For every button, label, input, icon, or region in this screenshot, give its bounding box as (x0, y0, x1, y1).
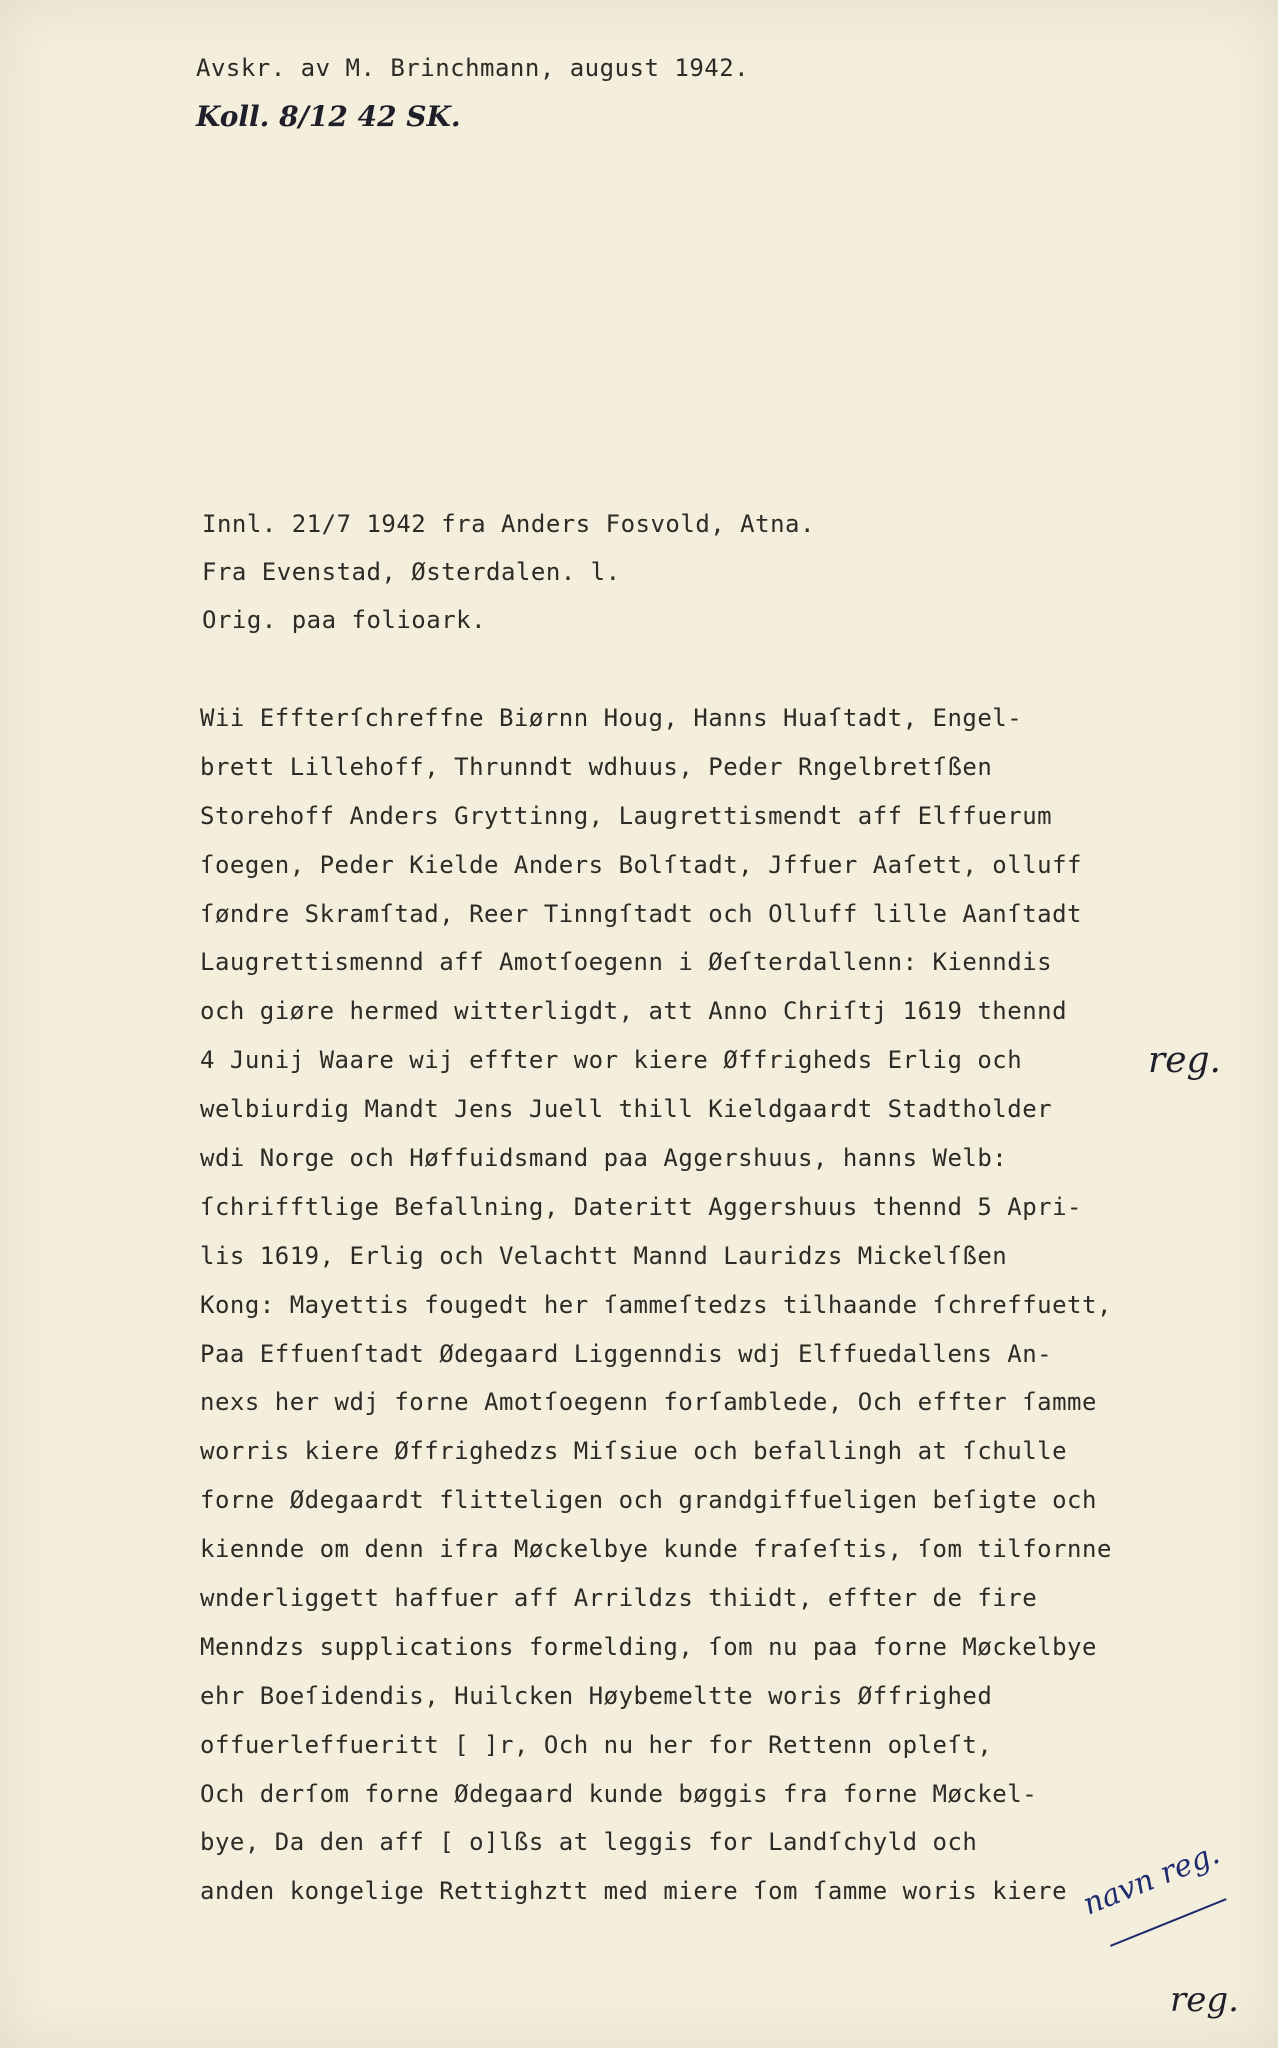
text-line: kiennde om denn ifra Møckelbye kunde fraſeſtis, ſom tilfornne (200, 1535, 1112, 1564)
text-line: nexs her wdj forne Amotſoegenn forſamblede, Och effter ſamme (200, 1388, 1097, 1417)
transcription-note: Avskr. av M. Brinchmann, august 1942. (196, 54, 750, 82)
source-metadata (202, 500, 815, 644)
text-line: ehr Boeſidendis, Huilcken Høybemeltte woris Øffrighed (200, 1681, 993, 1710)
text-line: welbiurdig Mandt Jens Juell thill Kieldgaardt Stadtholder (200, 1095, 1053, 1124)
catalog-handwritten-note: Koll. 8/12 42 SK. (196, 100, 461, 133)
text-line: worris kiere Øffrighedzs Miſsiue och befallingh at ſchulle (200, 1437, 1068, 1466)
meta-line-received: Innl. 21/7 1942 fra Anders Fosvold, Atna. (202, 510, 815, 538)
transcribed-text (200, 694, 1120, 1916)
text-line: 4 Junij Waare wij effter wor kiere Øffrigheds Erlig och (200, 1046, 1023, 1075)
text-line: Laugrettismennd aff Amotſoegenn i Øeſterdallenn: Kienndis (200, 948, 1053, 977)
margin-note-reg: reg. (1148, 1040, 1222, 1081)
text-line: och giøre hermed witterligdt, att Anno Chriſtj 1619 thennd (200, 997, 1068, 1026)
text-line: Och derſom forne Ødegaard kunde bøggis fra forne Møckel- (200, 1779, 1038, 1808)
text-line: brett Lillehoff, Thrunndt wdhuus, Peder Rngelbretſßen (200, 752, 993, 781)
text-line: ſøndre Skramſtad, Reer Tinngſtadt och Olluff lille Aanſtadt (200, 899, 1083, 928)
meta-line-origin: Fra Evenstad, Østerdalen. l. (202, 558, 621, 586)
margin-note-navn-reg: navn reg. (1078, 1836, 1225, 1923)
text-line: wnderliggett haffuer aff Arrildzs thiidt, effter de fire (200, 1584, 1038, 1613)
text-line: anden kongelige Rettighztt med miere ſom ſamme woris kiere (200, 1877, 1068, 1906)
text-line: ſoegen, Peder Kielde Anders Bolſtadt, Jffuer Aaſett, olluff (200, 850, 1083, 879)
text-line: Paa Effuenſtadt Ødegaard Liggenndis wdj Elffuedallens An- (200, 1339, 1053, 1368)
text-line: ſchrifftlige Befallning, Dateritt Aggershuus thennd 5 Apri- (200, 1192, 1083, 1221)
text-line: lis 1619, Erlig och Velachtt Mannd Lauridzs Mickelſßen (200, 1241, 1008, 1270)
text-line: wdi Norge och Høffuidsmand paa Aggershuus, hanns Welb: (200, 1144, 1008, 1173)
text-line: offuerleffueritt [ ]r, Och nu her for Rettenn opleſt, (200, 1730, 993, 1759)
text-line: Kong: Mayettis fougedt her ſammeſtedzs tilhaande ſchreffuett, (200, 1290, 1112, 1319)
margin-note-reg-bottom: reg. (1170, 1980, 1239, 2020)
text-line: forne Ødegaardt flitteligen och grandgiffueligen beſigte och (200, 1486, 1097, 1515)
text-line: bye, Da den aff [ o]lßs at leggis for Landſchyld och (200, 1828, 978, 1857)
text-line: Storehoff Anders Gryttinng, Laugrettismendt aff Elffuerum (200, 801, 1053, 830)
meta-line-original: Orig. paa folioark. (202, 606, 487, 634)
text-line: Menndzs supplications formelding, ſom nu paa forne Møckelbye (200, 1632, 1097, 1661)
text-line: Wii Effterſchreffne Biørnn Houg, Hanns Huaſtadt, Engel- (200, 704, 1023, 732)
